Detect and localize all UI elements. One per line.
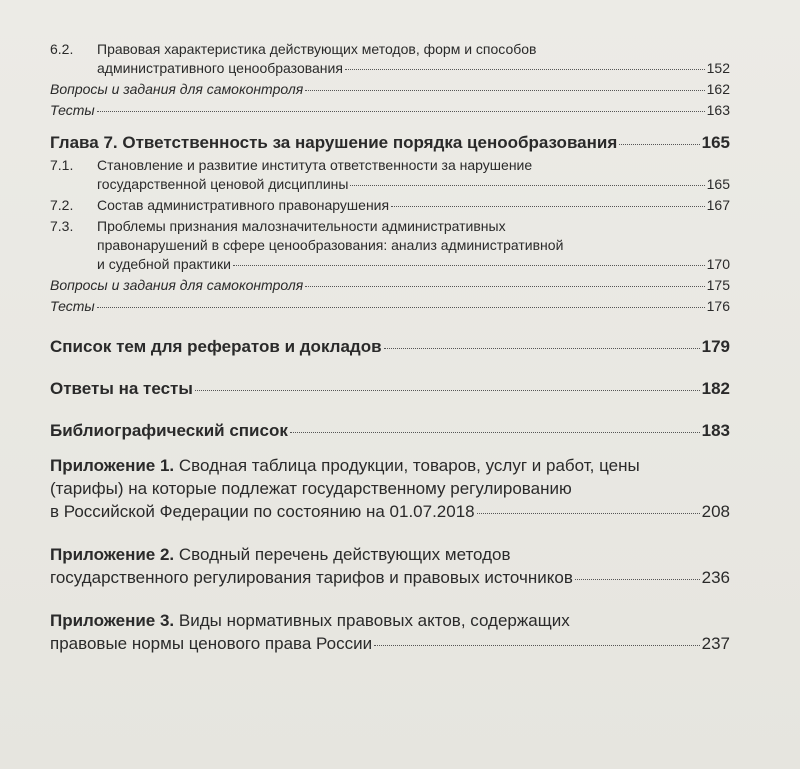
toc-entry-7-2[interactable] <box>50 196 730 215</box>
page-number: 162 <box>706 81 730 97</box>
dot-leader <box>384 348 700 349</box>
chapter-title: Глава 7. Ответственность за нарушение порядка ценообразования <box>50 133 618 152</box>
page-number: 165 <box>706 176 730 192</box>
appendix-title-line-2: правовые нормы ценового права России <box>50 634 373 653</box>
section-title-line-1: Правовая характеристика действующих методов, форм и способов <box>97 41 537 57</box>
dot-leader <box>477 513 700 514</box>
section-number: 6.2. <box>50 41 74 57</box>
appendix-label: Приложение 1. <box>50 456 175 475</box>
toc-entry-bibliography[interactable] <box>50 420 730 442</box>
section-number: 7.1. <box>50 157 74 173</box>
section-title: Состав административного правонарушения <box>97 197 390 213</box>
dot-leader <box>97 307 705 308</box>
appendix-label: Приложение 2. <box>50 545 175 564</box>
toc-entry-answers[interactable] <box>50 378 730 400</box>
page-number: 167 <box>706 197 730 213</box>
entry-title: Библиографический список <box>50 421 288 440</box>
page-number: 183 <box>701 421 730 440</box>
toc-entry-questions-7[interactable] <box>50 276 730 295</box>
entry-title: Вопросы и задания для самоконтроля <box>50 81 304 97</box>
page-number: 208 <box>701 502 730 521</box>
page-number: 152 <box>706 60 730 76</box>
section-title-line-2: правонарушений в сфере ценообразования: анализ административной <box>97 237 564 253</box>
page-number: 176 <box>706 298 730 314</box>
toc-entry-7-3[interactable] <box>50 217 730 274</box>
appendix-title-line-1: Сводный перечень действующих методов <box>174 545 511 564</box>
page-number: 179 <box>701 337 730 356</box>
section-title-line-1: Становление и развитие института ответственности за нарушение <box>97 157 533 173</box>
entry-title: Вопросы и задания для самоконтроля <box>50 277 304 293</box>
section-title-line-1: Проблемы признания малозначительности административных <box>97 218 506 234</box>
section-title-line-3: и судебной практики <box>97 256 231 272</box>
dot-leader <box>195 390 700 391</box>
toc-entry-tests-7[interactable] <box>50 297 730 316</box>
dot-leader <box>345 69 705 70</box>
toc-entry-appendix-2[interactable] <box>50 543 730 589</box>
dot-leader <box>619 144 699 145</box>
appendix-title-line-1: Сводная таблица продукции, товаров, услуг и работ, цены <box>174 456 640 475</box>
appendix-label: Приложение 3. <box>50 611 175 630</box>
toc-entry-appendix-1[interactable] <box>50 454 730 523</box>
appendix-title-line-2: государственного регулирования тарифов и правовых источников <box>50 568 573 587</box>
dot-leader <box>350 185 704 186</box>
page-number: 170 <box>706 256 730 272</box>
page-number: 236 <box>701 568 730 587</box>
toc-entry-7-1[interactable] <box>50 156 730 194</box>
page-number: 237 <box>701 634 730 653</box>
dot-leader <box>305 286 704 287</box>
dot-leader <box>391 206 705 207</box>
toc-entry-chapter-7[interactable] <box>50 132 730 154</box>
entry-title: Тесты <box>50 298 95 314</box>
toc-entry-6-2[interactable] <box>50 40 730 78</box>
section-title-line-2: государственной ценовой дисциплины <box>97 176 349 192</box>
page-number: 182 <box>701 379 730 398</box>
section-title-line-2: административного ценообразования <box>97 60 343 76</box>
dot-leader <box>290 432 700 433</box>
dot-leader <box>374 645 700 646</box>
toc-entry-questions-6[interactable] <box>50 80 730 99</box>
dot-leader <box>233 265 705 266</box>
dot-leader <box>97 111 705 112</box>
page-number: 165 <box>701 133 730 152</box>
appendix-title-line-1: Виды нормативных правовых актов, содержащих <box>174 611 570 630</box>
toc-entry-appendix-3[interactable] <box>50 609 730 655</box>
page-number: 163 <box>706 102 730 118</box>
appendix-title-line-3: в Российской Федерации по состоянию на 01.07.2018 <box>50 502 475 521</box>
section-number: 7.2. <box>50 197 74 213</box>
dot-leader <box>305 90 704 91</box>
entry-title: Ответы на тесты <box>50 379 193 398</box>
toc-entry-topics[interactable] <box>50 336 730 358</box>
section-number: 7.3. <box>50 218 74 234</box>
page-number: 175 <box>706 277 730 293</box>
appendix-title-line-2: (тарифы) на которые подлежат государственному регулированию <box>50 479 572 498</box>
dot-leader <box>575 579 700 580</box>
entry-title: Тесты <box>50 102 95 118</box>
table-of-contents <box>50 40 730 655</box>
toc-entry-tests-6[interactable] <box>50 101 730 120</box>
entry-title: Список тем для рефератов и докладов <box>50 337 382 356</box>
